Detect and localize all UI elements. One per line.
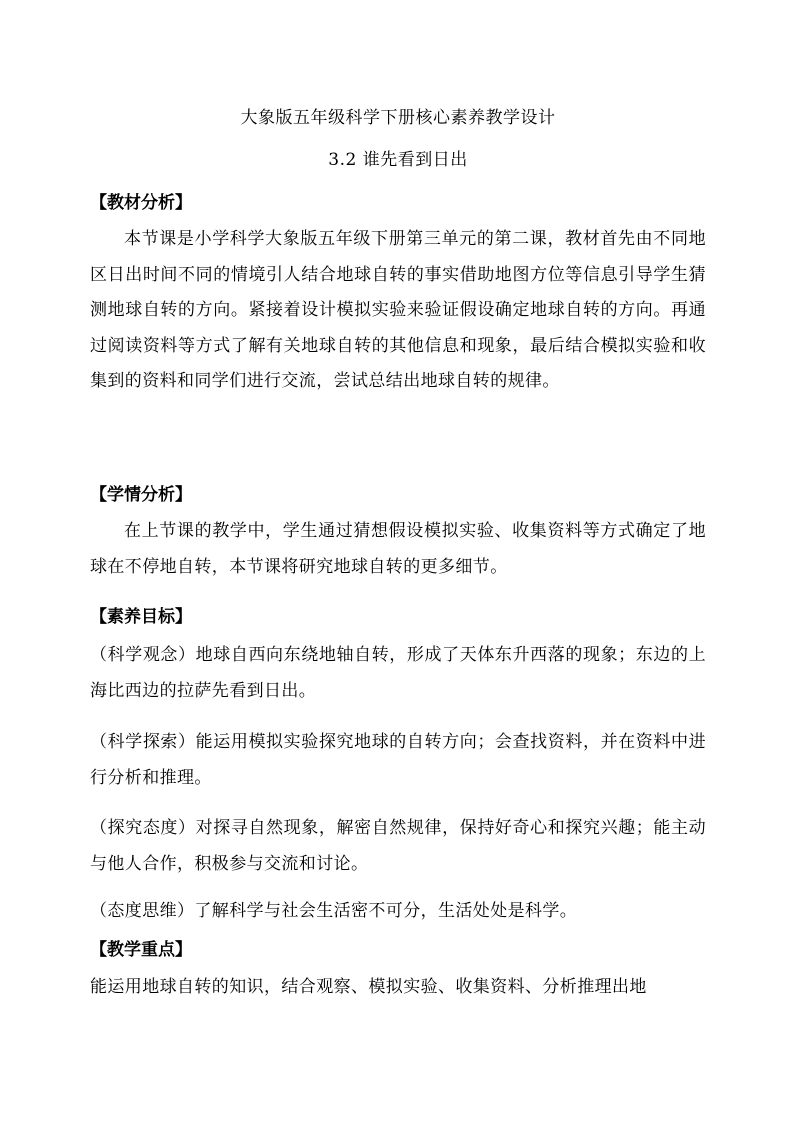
heading-literacy-goals: 【素养目标】 [90, 607, 192, 627]
lesson-title: 3.2 谁先看到日出 [328, 150, 468, 170]
heading-material-analysis: 【教材分析】 [90, 193, 192, 213]
heading-student-analysis: 【学情分析】 [90, 485, 192, 505]
goal-science-concept: （科学观念）地球自西向东绕地轴自转，形成了天体东升西落的现象；东边的上海比西边的拉萨先看到日出。 [90, 645, 706, 701]
goal-science-inquiry: （科学探索）能运用模拟实验探究地球的自转方向；会查找资料，并在资料中进行分析和推理。 [90, 732, 706, 788]
document-title: 大象版五年级科学下册核心素养教学设计 [240, 108, 556, 128]
material-analysis-text: 本节课是小学科学大象版五年级下册第三单元的第二课，教材首先由不同地区日出时间不同的情境引人结合地球自转的事实借助地图方位等信息引导学生猜测地球自转的方向。紧接着设计模拟实验来验证假设确定地球自转的方向。再通过阅读资料等方式了解有关地球自转的其他信息和现象，最后结合模拟实验和收集到的资料和同学们进行交流，尝试总结出地球自转的规律。 [90, 229, 706, 391]
goal-attitude-thinking: （态度思维）了解科学与社会生活密不可分，生活处处是科学。 [90, 901, 578, 921]
heading-teaching-focus: 【教学重点】 [90, 940, 192, 960]
student-analysis-text: 在上节课的教学中，学生通过猜想假设模拟实验、收集资料等方式确定了地球在不停地自转，本节课将研究地球自转的更多细节。 [90, 521, 706, 577]
goal-inquiry-attitude: （探究态度）对探寻自然现象，解密自然规律，保持好奇心和探究兴趣；能主动与他人合作，积极参与交流和讨论。 [90, 818, 706, 874]
teaching-focus-text: 能运用地球自转的知识，结合观察、模拟实验、收集资料、分析推理出地 [90, 977, 647, 997]
